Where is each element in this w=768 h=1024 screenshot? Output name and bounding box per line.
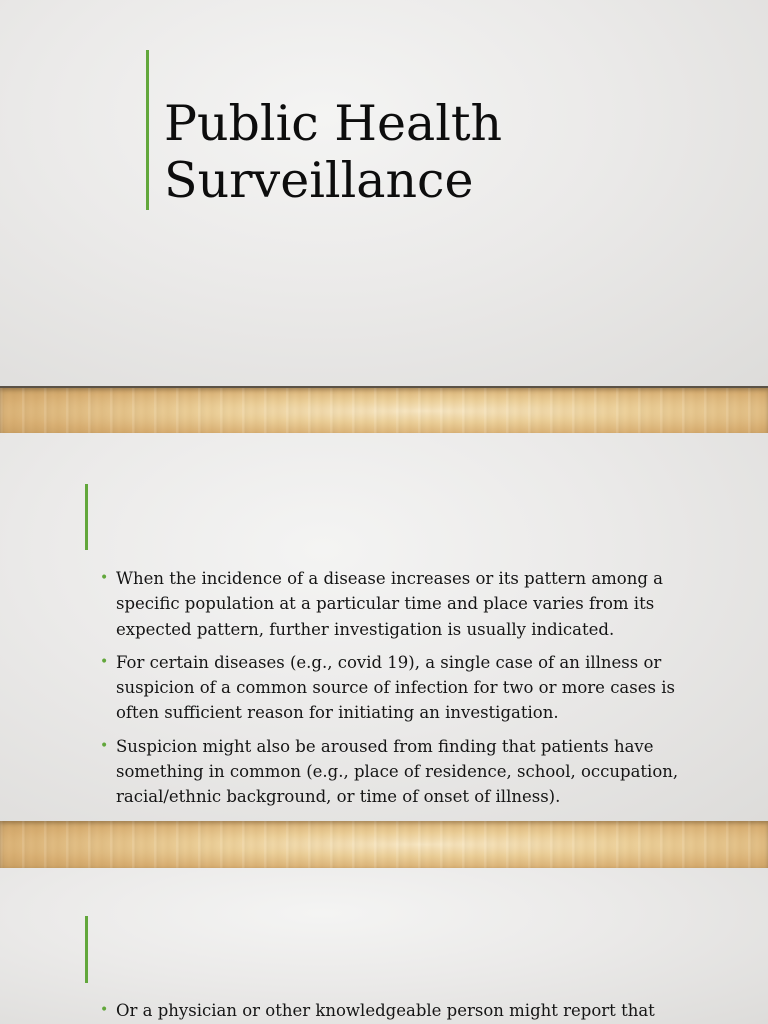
slide-1 — [0, 0, 768, 387]
bullet-list — [100, 566, 710, 818]
bullet-icon: • — [100, 1002, 109, 1018]
bullet-item — [100, 566, 710, 642]
bullet-text: Or a physician or other knowledgeable person might report that — [116, 1001, 655, 1020]
bullet-text: For certain diseases (e.g., covid 19), a single case of an illness or suspicion of a common source of infection for two or more cases is often sufficient reason for initiating an investigation. — [116, 652, 675, 723]
accent-bar — [146, 50, 149, 210]
bullet-icon: • — [100, 653, 109, 670]
bullet-icon: • — [100, 570, 109, 586]
bullet-text: When the incidence of a disease increases or its pattern among a specific population at a particular time and place varies from its expected pattern, further investigation is usually indicated. — [116, 569, 664, 639]
accent-bar — [85, 916, 88, 983]
slide-divider — [0, 386, 768, 434]
bullet-item — [100, 650, 710, 726]
slide-title-line: Surveillance — [164, 152, 474, 209]
slide-divider — [0, 819, 768, 868]
bullet-text: Suspicion might also be aroused from finding that patients have something in common (e.g., place of residence, school, occupation, racial/ethnic background, or time of onset of illness). — [116, 736, 679, 807]
bullet-icon: • — [100, 737, 109, 754]
accent-bar — [85, 484, 88, 550]
slide-title — [164, 95, 502, 209]
bullet-list — [100, 998, 710, 1024]
slide-title-line: Public Health — [164, 95, 503, 152]
bullet-item — [100, 734, 710, 810]
bullet-item — [100, 998, 710, 1023]
